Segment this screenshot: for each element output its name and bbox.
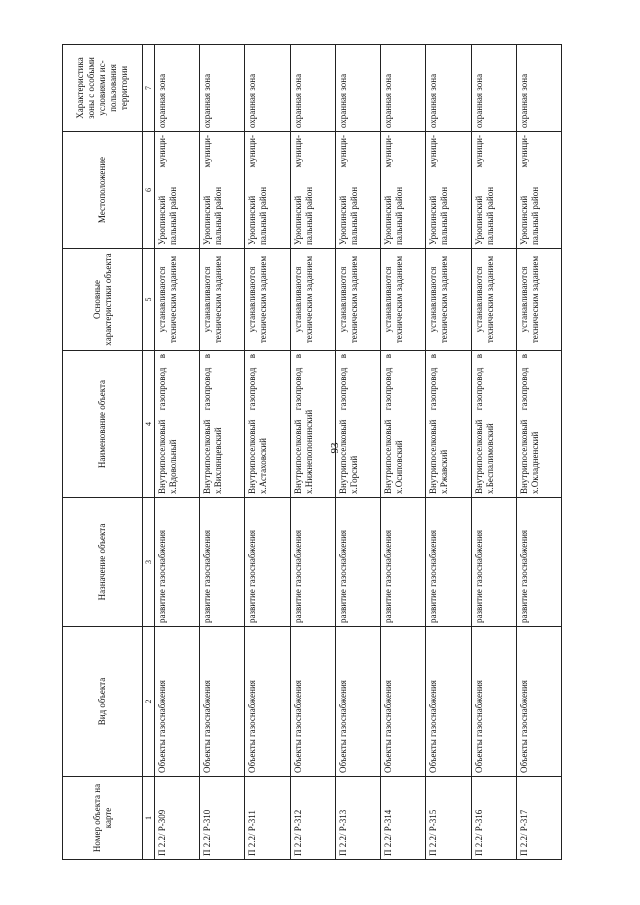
cell-object-characteristics: устанавливаются техническим заданием [335,249,380,351]
cell-object-number: П 2.2/ Р-310 [200,777,245,860]
cell-object-kind: Объекты газоснабжения [471,627,516,777]
header-location: Местоположение [63,132,143,249]
header-object-kind: Вид объекта [63,627,143,777]
page-number: 93 [329,442,341,454]
cell-object-name: Внутрипоселковый газопровод в х.Окладненский [516,351,561,498]
cell-location: Урюпинский муници-пальный район [290,132,335,249]
cell-location: Урюпинский муници-пальный район [381,132,426,249]
cell-zone-characteristics: охранная зона [335,45,380,132]
cell-location: Урюпинский муници-пальный район [245,132,290,249]
header-object-name: Наименование объекта [63,351,143,498]
cell-object-kind: Объекты газоснабжения [245,627,290,777]
header-object-number: Номер объекта на карте [63,777,143,860]
column-number-row [143,45,155,860]
cell-object-number: П 2.2/ Р-315 [426,777,471,860]
cell-object-kind: Объекты газоснабжения [381,627,426,777]
cell-object-purpose: развитие газоснабжения [426,498,471,627]
rotated-table-wrapper [62,45,562,860]
table-row [516,45,561,860]
cell-object-kind: Объекты газоснабжения [155,627,200,777]
cell-zone-characteristics: охранная зона [426,45,471,132]
table-row [426,45,471,860]
cell-object-characteristics: устанавливаются техническим заданием [155,249,200,351]
cell-location: Урюпинский муници-пальный район [516,132,561,249]
cell-object-characteristics: устанавливаются техническим заданием [471,249,516,351]
cell-object-purpose: развитие газоснабжения [381,498,426,627]
objects-table [62,44,562,860]
cell-object-characteristics: устанавливаются техническим заданием [516,249,561,351]
cell-object-number: П 2.2/ Р-314 [381,777,426,860]
column-number: 7 [143,45,155,132]
table-row [335,45,380,860]
cell-object-name: Внутрипоселковый газопровод в х.Нижнепопонинский [290,351,335,498]
column-number: 3 [143,498,155,627]
cell-object-name: Внутрипоселковый газопровод в х.Астаховский [245,351,290,498]
cell-object-characteristics: устанавливаются техническим заданием [200,249,245,351]
table-row [200,45,245,860]
cell-location: Урюпинский муници-пальный район [155,132,200,249]
cell-object-number: П 2.2/ Р-313 [335,777,380,860]
column-number: 6 [143,132,155,249]
cell-zone-characteristics: охранная зона [245,45,290,132]
column-number: 4 [143,351,155,498]
column-number: 5 [143,249,155,351]
cell-zone-characteristics: охранная зона [516,45,561,132]
table-row [471,45,516,860]
table-row [245,45,290,860]
cell-object-kind: Объекты газоснабжения [335,627,380,777]
cell-object-name: Внутрипоселковый газопровод в х.Вдовольный [155,351,200,498]
cell-object-number: П 2.2/ Р-317 [516,777,561,860]
cell-object-number: П 2.2/ Р-311 [245,777,290,860]
cell-object-characteristics: устанавливаются техническим заданием [290,249,335,351]
cell-object-kind: Объекты газоснабжения [516,627,561,777]
cell-object-purpose: развитие газоснабжения [471,498,516,627]
cell-object-kind: Объекты газоснабжения [290,627,335,777]
cell-object-name: Внутрипоселковый газопровод в х.Горский [335,351,380,498]
cell-zone-characteristics: охранная зона [200,45,245,132]
column-number: 1 [143,777,155,860]
cell-location: Урюпинский муници-пальный район [335,132,380,249]
cell-object-purpose: развитие газоснабжения [200,498,245,627]
cell-object-number: П 2.2/ Р-309 [155,777,200,860]
table-body [155,45,562,860]
table-header-row [63,45,143,860]
table-row [290,45,335,860]
cell-object-purpose: развитие газоснабжения [290,498,335,627]
cell-zone-characteristics: охранная зона [471,45,516,132]
cell-object-kind: Объекты газоснабжения [200,627,245,777]
cell-object-purpose: развитие газоснабжения [516,498,561,627]
cell-object-name: Внутрипоселковый газопровод в х.Осиповский [381,351,426,498]
cell-object-purpose: развитие газоснабжения [335,498,380,627]
cell-zone-characteristics: охранная зона [381,45,426,132]
cell-object-characteristics: устанавливаются техническим заданием [245,249,290,351]
cell-location: Урюпинский муници-пальный район [200,132,245,249]
cell-object-name: Внутрипоселковый газопровод в х.Вихлянцевский [200,351,245,498]
cell-object-name: Внутрипоселковый газопровод в х.Ржавский [426,351,471,498]
header-object-characteristics: Основные характеристики объекта [63,249,143,351]
cell-object-characteristics: устанавливаются техническим заданием [381,249,426,351]
cell-object-characteristics: устанавливаются техническим заданием [426,249,471,351]
table-row [381,45,426,860]
cell-object-kind: Объекты газоснабжения [426,627,471,777]
cell-object-number: П 2.2/ Р-312 [290,777,335,860]
table-row [155,45,200,860]
cell-location: Урюпинский муници-пальный район [426,132,471,249]
cell-location: Урюпинский муници-пальный район [471,132,516,249]
column-number: 2 [143,627,155,777]
cell-object-purpose: развитие газоснабжения [155,498,200,627]
header-object-purpose: Назначение объекта [63,498,143,627]
cell-object-name: Внутрипоселковый газопровод в х.Беспалимовский [471,351,516,498]
cell-zone-characteristics: охранная зона [290,45,335,132]
cell-object-number: П 2.2/ Р-316 [471,777,516,860]
header-zone-characteristics: Характеристика зоны с особыми условиями ис-пользования территории [63,45,143,132]
cell-zone-characteristics: охранная зона [155,45,200,132]
cell-object-purpose: развитие газоснабжения [245,498,290,627]
